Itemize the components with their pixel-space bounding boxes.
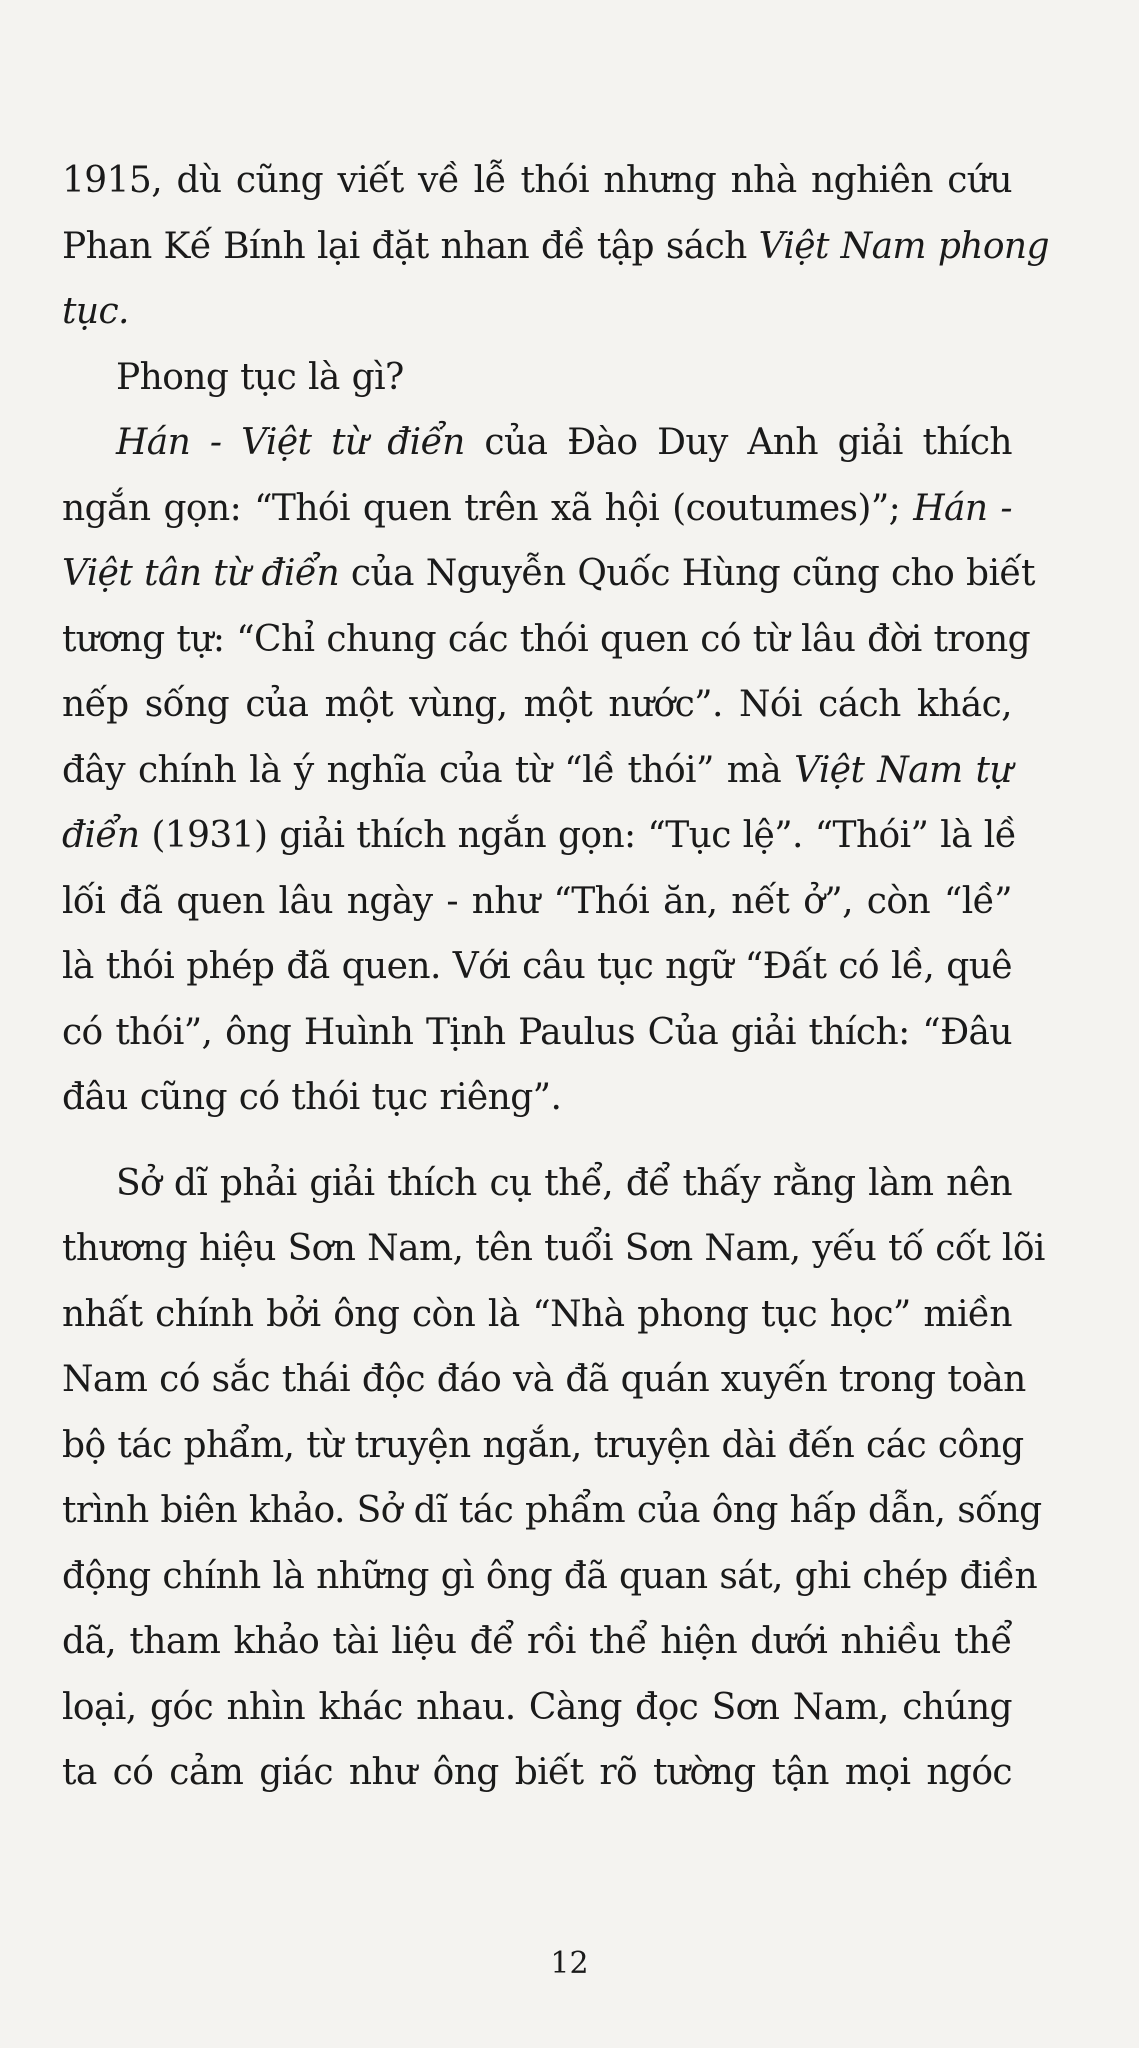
text-line — [62, 476, 1012, 542]
text-line — [62, 1000, 1012, 1066]
text-line — [62, 1413, 1024, 1479]
text-line — [62, 803, 1017, 869]
text-line — [62, 1544, 1038, 1610]
text-line — [62, 1609, 1012, 1675]
text-line — [62, 672, 1012, 738]
text-span: ngắn gọn: “Thói quen trên xã hội (coutumes)”; — [62, 487, 914, 529]
text-span: đây chính là ý nghĩa của từ “lề thói” mà — [62, 749, 795, 791]
text-span: trình biên khảo. Sở dĩ tác phẩm của ông hấp dẫn, sống — [62, 1490, 1042, 1531]
text-span: là thói phép đã quen. Với câu tục ngữ “Đất có lề, quê — [62, 946, 1012, 987]
text-line — [62, 279, 1012, 345]
text-line — [62, 1675, 1012, 1741]
text-span: Nam có sắc thái độc đáo và đã quán xuyến trong toàn — [62, 1359, 1026, 1400]
text-line — [62, 214, 1049, 280]
text-line — [62, 1478, 1042, 1544]
text-span: tương tự: “Chỉ chung các thói quen có từ lâu đời trong — [62, 618, 1031, 660]
book-title-italic: Hán - Việt từ điển — [116, 422, 465, 463]
text-span: bộ tác phẩm, từ truyện ngắn, truyện dài đến các công — [62, 1424, 1024, 1466]
text-span: có thói”, ông Huình Tịnh Paulus Của giải thích: “Đâu — [62, 1011, 1012, 1053]
text-span: của Đào Duy Anh giải thích — [464, 422, 1012, 463]
text-span: ta có cảm giác như ông biết rõ tường tận mọi ngóc — [62, 1752, 1012, 1793]
text-span: loại, góc nhìn khác nhau. Càng đọc Sơn Nam, chúng — [62, 1686, 1012, 1728]
book-title-italic: tục. — [62, 291, 129, 332]
text-line — [62, 1151, 1012, 1217]
text-line — [62, 1282, 1012, 1348]
book-title-italic: Việt Nam tự — [794, 749, 1012, 791]
text-span: (1931) giải thích ngắn gọn: “Tục lệ”. “Thói” là lề — [139, 815, 1017, 856]
book-title-italic: Việt tân từ điển — [62, 553, 340, 594]
text-span: thương hiệu Sơn Nam, tên tuổi Sơn Nam, yếu tố cốt lõi — [62, 1228, 1045, 1269]
text-line — [62, 607, 1031, 673]
body-text — [62, 148, 1049, 1806]
text-span: dã, tham khảo tài liệu để rồi thể hiện dưới nhiều thể — [62, 1621, 1012, 1662]
text-span: lối đã quen lâu ngày - như “Thói ăn, nết ở”, còn “lề” — [62, 880, 1012, 922]
text-span: nếp sống của một vùng, một nước”. Nói cách khác, — [62, 684, 1012, 725]
question-heading: Phong tục là gì? — [116, 356, 404, 398]
text-span: Sở dĩ phải giải thích cụ thể, để thấy rằng làm nên — [116, 1162, 1012, 1204]
text-line — [62, 869, 1012, 935]
text-line — [62, 345, 1012, 411]
text-span: của Nguyễn Quốc Hùng cũng cho biết — [339, 553, 1035, 594]
text-span: nhất chính bởi ông còn là “Nhà phong tục học” miền — [62, 1293, 1012, 1335]
text-line — [62, 738, 1012, 804]
text-line — [62, 410, 1012, 476]
text-line — [62, 1347, 1026, 1413]
text-span: 1915, dù cũng viết về lễ thói nhưng nhà nghiên cứu — [62, 160, 1012, 201]
book-title-italic: Việt Nam phong — [758, 225, 1049, 267]
text-span: Phan Kế Bính lại đặt nhan đề tập sách — [62, 225, 759, 267]
text-span: động chính là những gì ông đã quan sát, ghi chép điền — [62, 1555, 1038, 1597]
text-line — [62, 148, 1012, 214]
text-line — [62, 1216, 1045, 1282]
text-line — [62, 934, 1012, 1000]
text-line — [62, 541, 1035, 607]
page-number: 12 — [550, 1946, 589, 1981]
text-line — [62, 1065, 1012, 1131]
text-span: đâu cũng có thói tục riêng”. — [62, 1077, 562, 1118]
book-title-italic: điển — [62, 815, 140, 856]
text-line — [62, 1740, 1012, 1806]
book-title-italic: Hán - — [913, 487, 1012, 529]
paragraph-gap — [62, 1131, 1012, 1151]
